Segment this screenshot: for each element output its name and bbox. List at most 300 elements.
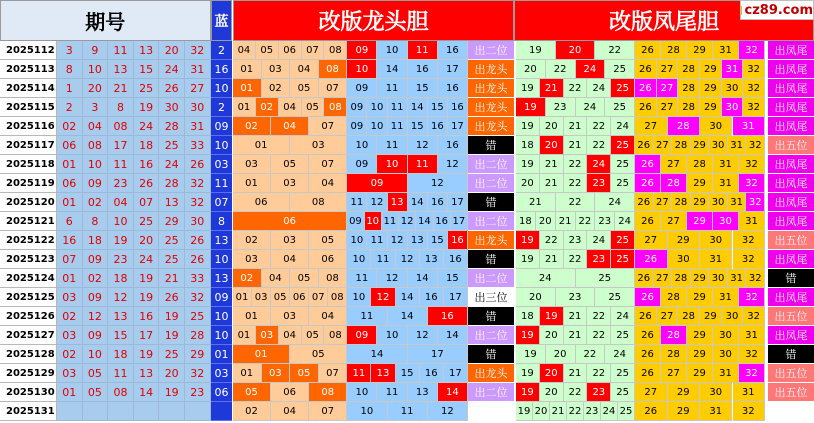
dragon-head-number: 08 xyxy=(319,269,348,288)
phoenix-head-number: 23 xyxy=(564,231,588,250)
red-ball: 25 xyxy=(185,307,211,326)
phoenix-status: 错 xyxy=(768,269,814,288)
dragon-head-number: 05 xyxy=(271,155,309,174)
blue-ball: 03 xyxy=(211,155,232,174)
phoenix-tail-number: 26 xyxy=(635,79,657,98)
dragon-status: 出龙头 xyxy=(468,79,514,98)
phoenix-head-number: 20 xyxy=(533,402,550,421)
phoenix-tail-number: 26 xyxy=(635,98,657,117)
red-ball: 09 xyxy=(83,250,109,269)
dragon-tail-number: 10 xyxy=(365,212,382,231)
phoenix-tail-number: 30 xyxy=(709,269,728,288)
dragon-tail-number: 09 xyxy=(347,98,367,117)
period-number: 2025124 xyxy=(0,269,57,288)
dragon-head-number: 05 xyxy=(302,98,325,117)
dragon-head-number: 02 xyxy=(233,402,271,421)
dragon-tail-number: 10 xyxy=(347,231,367,250)
dragon-tail-number: 09 xyxy=(347,41,377,60)
dragon-tail-number: 09 xyxy=(347,174,407,193)
phoenix-head-number: 21 xyxy=(540,79,564,98)
dragon-head-number: 01 xyxy=(233,288,252,307)
red-ball xyxy=(134,402,160,421)
period-number: 2025115 xyxy=(0,98,57,117)
dragon-tail-number: 11 xyxy=(347,364,371,383)
red-ball: 33 xyxy=(185,136,211,155)
dragon-head-number: 01 xyxy=(233,364,262,383)
phoenix-tail-number: 28 xyxy=(678,60,700,79)
dragon-tail-number: 09 xyxy=(347,326,377,345)
dragon-tail-number: 11 xyxy=(347,307,387,326)
phoenix-tail-number: 28 xyxy=(672,193,691,212)
dragon-status: 出二位 xyxy=(468,155,514,174)
period-number: 2025128 xyxy=(0,345,57,364)
red-ball: 15 xyxy=(134,60,160,79)
dragon-status: 出龙头 xyxy=(468,364,514,383)
phoenix-tail-number: 27 xyxy=(635,231,667,250)
dragon-status: 错 xyxy=(468,136,514,155)
phoenix-tail-number: 29 xyxy=(700,307,722,326)
dragon-tail-number: 16 xyxy=(420,364,444,383)
dragon-head-number: 05 xyxy=(290,79,319,98)
red-ball: 13 xyxy=(134,41,160,60)
red-ball: 26 xyxy=(185,250,211,269)
phoenix-head-number: 20 xyxy=(556,41,596,60)
red-ball: 30 xyxy=(159,98,185,117)
dragon-tail-number: 10 xyxy=(347,136,377,155)
period-number: 2025127 xyxy=(0,326,57,345)
phoenix-head-number: 20 xyxy=(540,326,564,345)
phoenix-tail-number: 32 xyxy=(739,364,765,383)
phoenix-tail-number: 27 xyxy=(635,117,667,136)
phoenix-tail-number: 27 xyxy=(661,364,687,383)
dragon-head-number: 04 xyxy=(271,250,309,269)
dragon-head-number: 06 xyxy=(290,288,309,307)
red-ball: 16 xyxy=(57,231,83,250)
phoenix-tail-number: 28 xyxy=(661,288,687,307)
dragon-header: 改版龙头胆 xyxy=(233,0,514,41)
phoenix-tail-number: 26 xyxy=(635,364,661,383)
red-ball: 10 xyxy=(83,155,109,174)
red-ball: 02 xyxy=(83,193,109,212)
red-ball: 13 xyxy=(108,60,134,79)
dragon-tail-number: 10 xyxy=(377,41,407,60)
site-logo[interactable] xyxy=(740,0,814,20)
phoenix-tail-number: 29 xyxy=(687,364,713,383)
dragon-tail-number: 16 xyxy=(438,79,468,98)
dragon-tail-number: 09 xyxy=(347,155,377,174)
dragon-head-number: 01 xyxy=(233,136,290,155)
dragon-tail-number: 14 xyxy=(408,269,438,288)
dragon-head-number: 01 xyxy=(233,98,256,117)
phoenix-tail-number: 29 xyxy=(691,136,710,155)
red-ball: 32 xyxy=(185,288,211,307)
phoenix-head-number: 25 xyxy=(618,402,635,421)
phoenix-head-number: 22 xyxy=(564,250,588,269)
phoenix-head-number: 18 xyxy=(516,136,540,155)
dragon-head-number: 04 xyxy=(279,326,302,345)
phoenix-head-number: 24 xyxy=(601,402,618,421)
phoenix-head-number: 25 xyxy=(611,364,635,383)
red-ball: 23 xyxy=(185,383,211,402)
dragon-head-number: 06 xyxy=(233,212,347,231)
phoenix-tail-number: 29 xyxy=(687,326,713,345)
dragon-tail-number: 10 xyxy=(367,98,387,117)
phoenix-head-number: 25 xyxy=(576,269,636,288)
logo-text: cz89.com xyxy=(744,2,813,18)
phoenix-head-number: 24 xyxy=(587,231,611,250)
dragon-tail-number: 13 xyxy=(420,250,444,269)
red-ball: 16 xyxy=(134,155,160,174)
phoenix-head-number: 23 xyxy=(546,98,576,117)
phoenix-tail-number: 30 xyxy=(722,79,744,98)
blue-ball: 16 xyxy=(211,60,232,79)
period-number: 2025116 xyxy=(0,117,57,136)
red-ball: 17 xyxy=(108,136,134,155)
period-number: 2025122 xyxy=(0,231,57,250)
phoenix-head-number: 22 xyxy=(564,79,588,98)
red-ball: 19 xyxy=(134,98,160,117)
blue-ball xyxy=(211,402,232,421)
phoenix-head-number: 21 xyxy=(564,136,588,155)
phoenix-head-number: 23 xyxy=(556,288,596,307)
red-ball: 19 xyxy=(159,307,185,326)
blue-ball: 09 xyxy=(211,288,232,307)
period-number: 2025129 xyxy=(0,364,57,383)
red-ball: 07 xyxy=(57,250,83,269)
dragon-status: 出三位 xyxy=(468,288,514,307)
dragon-tail-number: 14 xyxy=(347,345,407,364)
red-ball: 30 xyxy=(185,98,211,117)
phoenix-tail-number: 31 xyxy=(733,383,765,402)
phoenix-tail-number: 28 xyxy=(668,117,700,136)
period-number: 2025113 xyxy=(0,60,57,79)
dragon-head-number: 04 xyxy=(309,174,347,193)
phoenix-head-number: 24 xyxy=(576,98,606,117)
dragon-tail-number: 11 xyxy=(388,402,428,421)
phoenix-tail-number: 29 xyxy=(668,231,700,250)
dragon-head-number: 02 xyxy=(233,117,271,136)
phoenix-tail-number: 32 xyxy=(733,402,765,421)
dragon-tail-number: 11 xyxy=(371,250,395,269)
red-ball: 16 xyxy=(134,307,160,326)
red-ball: 17 xyxy=(134,326,160,345)
phoenix-tail-number: 28 xyxy=(661,41,687,60)
dragon-tail-number: 14 xyxy=(396,288,420,307)
red-ball: 23 xyxy=(108,250,134,269)
phoenix-tail-number: 32 xyxy=(739,288,765,307)
red-ball: 1 xyxy=(57,79,83,98)
dragon-tail-number: 17 xyxy=(444,288,468,307)
dragon-tail-number: 14 xyxy=(438,383,468,402)
phoenix-head-number: 24 xyxy=(576,60,606,79)
phoenix-tail-number: 26 xyxy=(635,345,661,364)
dragon-tail-number: 16 xyxy=(438,41,468,60)
red-ball: 18 xyxy=(108,345,134,364)
dragon-tail-number: 17 xyxy=(451,212,468,231)
dragon-tail-number: 14 xyxy=(438,326,468,345)
dragon-tail-number: 11 xyxy=(388,117,408,136)
dragon-tail-number: 09 xyxy=(347,79,377,98)
dragon-status: 出二位 xyxy=(468,174,514,193)
dragon-head-number: 07 xyxy=(309,155,347,174)
red-ball: 19 xyxy=(134,269,160,288)
dragon-tail-number: 10 xyxy=(377,155,407,174)
phoenix-status: 出凤尾 xyxy=(768,117,814,136)
dragon-tail-number: 09 xyxy=(347,117,367,136)
phoenix-tail-number: 28 xyxy=(678,307,700,326)
dragon-tail-number: 13 xyxy=(408,231,428,250)
period-number: 2025120 xyxy=(0,193,57,212)
phoenix-head-number: 25 xyxy=(611,326,635,345)
dragon-tail-number: 17 xyxy=(408,345,468,364)
phoenix-head-number: 20 xyxy=(546,345,576,364)
dragon-tail-number: 11 xyxy=(388,98,408,117)
phoenix-head-number: 19 xyxy=(516,402,533,421)
phoenix-head-number: 19 xyxy=(516,79,540,98)
phoenix-tail-number: 29 xyxy=(700,79,722,98)
red-ball: 03 xyxy=(57,288,83,307)
phoenix-tail-number: 26 xyxy=(635,288,661,307)
dragon-tail-number: 15 xyxy=(438,269,468,288)
phoenix-tail-number: 31 xyxy=(713,155,739,174)
phoenix-head-number: 24 xyxy=(587,155,611,174)
phoenix-head-number: 19 xyxy=(516,98,546,117)
phoenix-status: 出五位 xyxy=(768,307,814,326)
period-number: 2025123 xyxy=(0,250,57,269)
logo-square-icon xyxy=(741,6,742,15)
red-ball: 24 xyxy=(134,117,160,136)
phoenix-tail-number: 32 xyxy=(739,174,765,193)
phoenix-tail-number: 26 xyxy=(635,136,654,155)
dragon-tail-number: 12 xyxy=(408,326,438,345)
red-ball: 25 xyxy=(159,136,185,155)
phoenix-tail-number: 29 xyxy=(687,41,713,60)
red-ball: 11 xyxy=(108,364,134,383)
phoenix-tail-number: 29 xyxy=(687,174,713,193)
dragon-head-number: 03 xyxy=(271,174,309,193)
red-ball: 04 xyxy=(108,193,134,212)
dragon-head-number: 06 xyxy=(233,193,290,212)
phoenix-tail-number: 28 xyxy=(678,98,700,117)
phoenix-tail-number: 32 xyxy=(733,231,765,250)
blue-ball: 8 xyxy=(211,212,232,231)
red-ball: 29 xyxy=(185,345,211,364)
dragon-head-number: 03 xyxy=(262,60,291,79)
phoenix-status: 错 xyxy=(768,345,814,364)
phoenix-tail-number: 26 xyxy=(635,402,667,421)
red-ball: 05 xyxy=(83,364,109,383)
dragon-status: 出二位 xyxy=(468,383,514,402)
dragon-tail-number: 16 xyxy=(420,288,444,307)
red-ball: 18 xyxy=(83,231,109,250)
phoenix-head-number: 19 xyxy=(516,326,540,345)
red-ball: 25 xyxy=(134,212,160,231)
red-ball: 19 xyxy=(108,231,134,250)
dragon-tail-number: 16 xyxy=(448,231,468,250)
phoenix-head-number: 24 xyxy=(611,117,635,136)
dragon-tail-number: 12 xyxy=(399,212,416,231)
red-ball: 11 xyxy=(108,41,134,60)
phoenix-tail-number: 30 xyxy=(722,307,744,326)
dragon-head-number: 08 xyxy=(309,383,347,402)
dragon-head-number: 03 xyxy=(252,288,271,307)
red-ball: 33 xyxy=(185,269,211,288)
phoenix-head-number: 24 xyxy=(615,212,635,231)
blue-ball: 10 xyxy=(211,250,232,269)
phoenix-head-number: 23 xyxy=(587,250,611,269)
red-ball: 32 xyxy=(185,193,211,212)
red-ball: 07 xyxy=(134,193,160,212)
phoenix-head-number: 22 xyxy=(546,60,576,79)
dragon-tail-number: 11 xyxy=(408,41,438,60)
phoenix-status: 出凤尾 xyxy=(768,288,814,307)
red-ball: 10 xyxy=(83,60,109,79)
dragon-head-number: 07 xyxy=(309,402,347,421)
dragon-tail-number: 17 xyxy=(448,193,468,212)
dragon-head-number: 04 xyxy=(271,402,309,421)
phoenix-head-number: 19 xyxy=(516,155,540,174)
dragon-head-number: 05 xyxy=(290,345,347,364)
red-ball: 2 xyxy=(57,98,83,117)
phoenix-status: 出五位 xyxy=(768,383,814,402)
blue-ball: 10 xyxy=(211,79,232,98)
dragon-head-number: 03 xyxy=(290,136,347,155)
dragon-tail-number: 13 xyxy=(388,193,408,212)
phoenix-tail-number: 27 xyxy=(657,60,679,79)
red-ball: 01 xyxy=(57,193,83,212)
phoenix-head-number: 25 xyxy=(611,79,635,98)
dragon-tail-number: 15 xyxy=(408,117,428,136)
phoenix-head-number: 22 xyxy=(587,117,611,136)
phoenix-tail-number: 32 xyxy=(743,307,765,326)
phoenix-tail-number: 29 xyxy=(691,193,710,212)
dragon-tail-number: 12 xyxy=(396,250,420,269)
phoenix-head-number: 25 xyxy=(611,136,635,155)
red-ball: 9 xyxy=(83,41,109,60)
red-ball: 20 xyxy=(159,364,185,383)
phoenix-head-number: 24 xyxy=(587,79,611,98)
red-ball: 3 xyxy=(83,98,109,117)
phoenix-head-number: 22 xyxy=(567,402,584,421)
phoenix-tail-number: 31 xyxy=(728,136,747,155)
phoenix-tail-number: 27 xyxy=(635,383,667,402)
phoenix-head-number: 22 xyxy=(564,174,588,193)
dragon-status: 错 xyxy=(468,250,514,269)
dragon-status: 错 xyxy=(468,307,514,326)
phoenix-head-number: 21 xyxy=(540,250,564,269)
phoenix-tail-number: 28 xyxy=(672,269,691,288)
dragon-tail-number: 12 xyxy=(377,269,407,288)
phoenix-tail-number: 28 xyxy=(672,136,691,155)
red-ball: 04 xyxy=(83,117,109,136)
dragon-head-number: 05 xyxy=(271,288,290,307)
dragon-head-number: 08 xyxy=(290,193,347,212)
dragon-tail-number: 16 xyxy=(444,250,468,269)
red-ball: 19 xyxy=(159,326,185,345)
phoenix-status: 出凤尾 xyxy=(768,212,814,231)
dragon-head-number: 01 xyxy=(233,307,271,326)
phoenix-status: 出凤尾 xyxy=(768,250,814,269)
dragon-tail-number: 11 xyxy=(377,383,407,402)
phoenix-head-number: 20 xyxy=(516,288,556,307)
red-ball: 02 xyxy=(57,307,83,326)
red-ball: 03 xyxy=(57,326,83,345)
blue-header: 蓝 xyxy=(211,0,232,41)
phoenix-tail-number: 29 xyxy=(668,383,700,402)
red-ball: 28 xyxy=(159,174,185,193)
phoenix-tail-number: 29 xyxy=(700,98,722,117)
phoenix-status: 出凤尾 xyxy=(768,98,814,117)
period-header: 期号 xyxy=(0,0,211,41)
red-ball: 02 xyxy=(57,345,83,364)
phoenix-head-number: 25 xyxy=(611,250,635,269)
dragon-status: 出二位 xyxy=(468,269,514,288)
dragon-head-number: 05 xyxy=(290,269,319,288)
phoenix-head-number: 19 xyxy=(516,345,546,364)
dragon-head-number: 03 xyxy=(262,364,291,383)
dragon-tail-number: 15 xyxy=(428,98,448,117)
red-ball: 13 xyxy=(159,193,185,212)
phoenix-status: 出五位 xyxy=(768,136,814,155)
dragon-tail-number: 15 xyxy=(396,364,420,383)
red-ball: 05 xyxy=(83,383,109,402)
phoenix-head-number: 24 xyxy=(611,307,635,326)
red-ball: 10 xyxy=(108,212,134,231)
dragon-tail-number: 10 xyxy=(347,383,377,402)
phoenix-header: 改版凤尾胆 xyxy=(514,0,814,41)
phoenix-head-number: 23 xyxy=(595,212,615,231)
period-number: 2025130 xyxy=(0,383,57,402)
red-ball: 25 xyxy=(159,250,185,269)
dragon-status: 出二位 xyxy=(468,326,514,345)
phoenix-status: 出五位 xyxy=(768,231,814,250)
phoenix-tail-number: 32 xyxy=(739,155,765,174)
red-ball: 26 xyxy=(185,231,211,250)
dragon-status: 出二位 xyxy=(468,41,514,60)
red-ball: 8 xyxy=(57,60,83,79)
red-ball: 20 xyxy=(134,231,160,250)
red-ball: 24 xyxy=(134,250,160,269)
phoenix-tail-number: 30 xyxy=(700,231,732,250)
phoenix-head-number: 25 xyxy=(611,383,635,402)
dragon-tail-number: 16 xyxy=(434,212,451,231)
phoenix-head-number: 21 xyxy=(540,155,564,174)
phoenix-tail-number: 31 xyxy=(728,269,747,288)
red-ball: 20 xyxy=(83,79,109,98)
dragon-head-number: 05 xyxy=(302,326,325,345)
dragon-tail-number: 16 xyxy=(428,307,468,326)
red-ball: 06 xyxy=(57,174,83,193)
phoenix-tail-number: 27 xyxy=(657,98,679,117)
dragon-tail-number: 10 xyxy=(347,250,371,269)
red-ball xyxy=(159,402,185,421)
red-ball: 02 xyxy=(57,117,83,136)
dragon-tail-number: 10 xyxy=(367,117,387,136)
red-ball: 13 xyxy=(108,307,134,326)
phoenix-tail-number: 30 xyxy=(700,117,732,136)
dragon-tail-number: 10 xyxy=(347,402,387,421)
period-number: 2025126 xyxy=(0,307,57,326)
phoenix-head-number: 25 xyxy=(605,60,635,79)
phoenix-tail-number: 31 xyxy=(733,117,765,136)
dragon-head-number: 07 xyxy=(309,288,328,307)
phoenix-tail-number: 26 xyxy=(635,307,657,326)
phoenix-tail-number: 30 xyxy=(713,326,739,345)
phoenix-tail-number: 27 xyxy=(657,307,679,326)
phoenix-head-number: 22 xyxy=(564,383,588,402)
red-ball: 01 xyxy=(57,269,83,288)
phoenix-tail-number: 26 xyxy=(635,326,661,345)
